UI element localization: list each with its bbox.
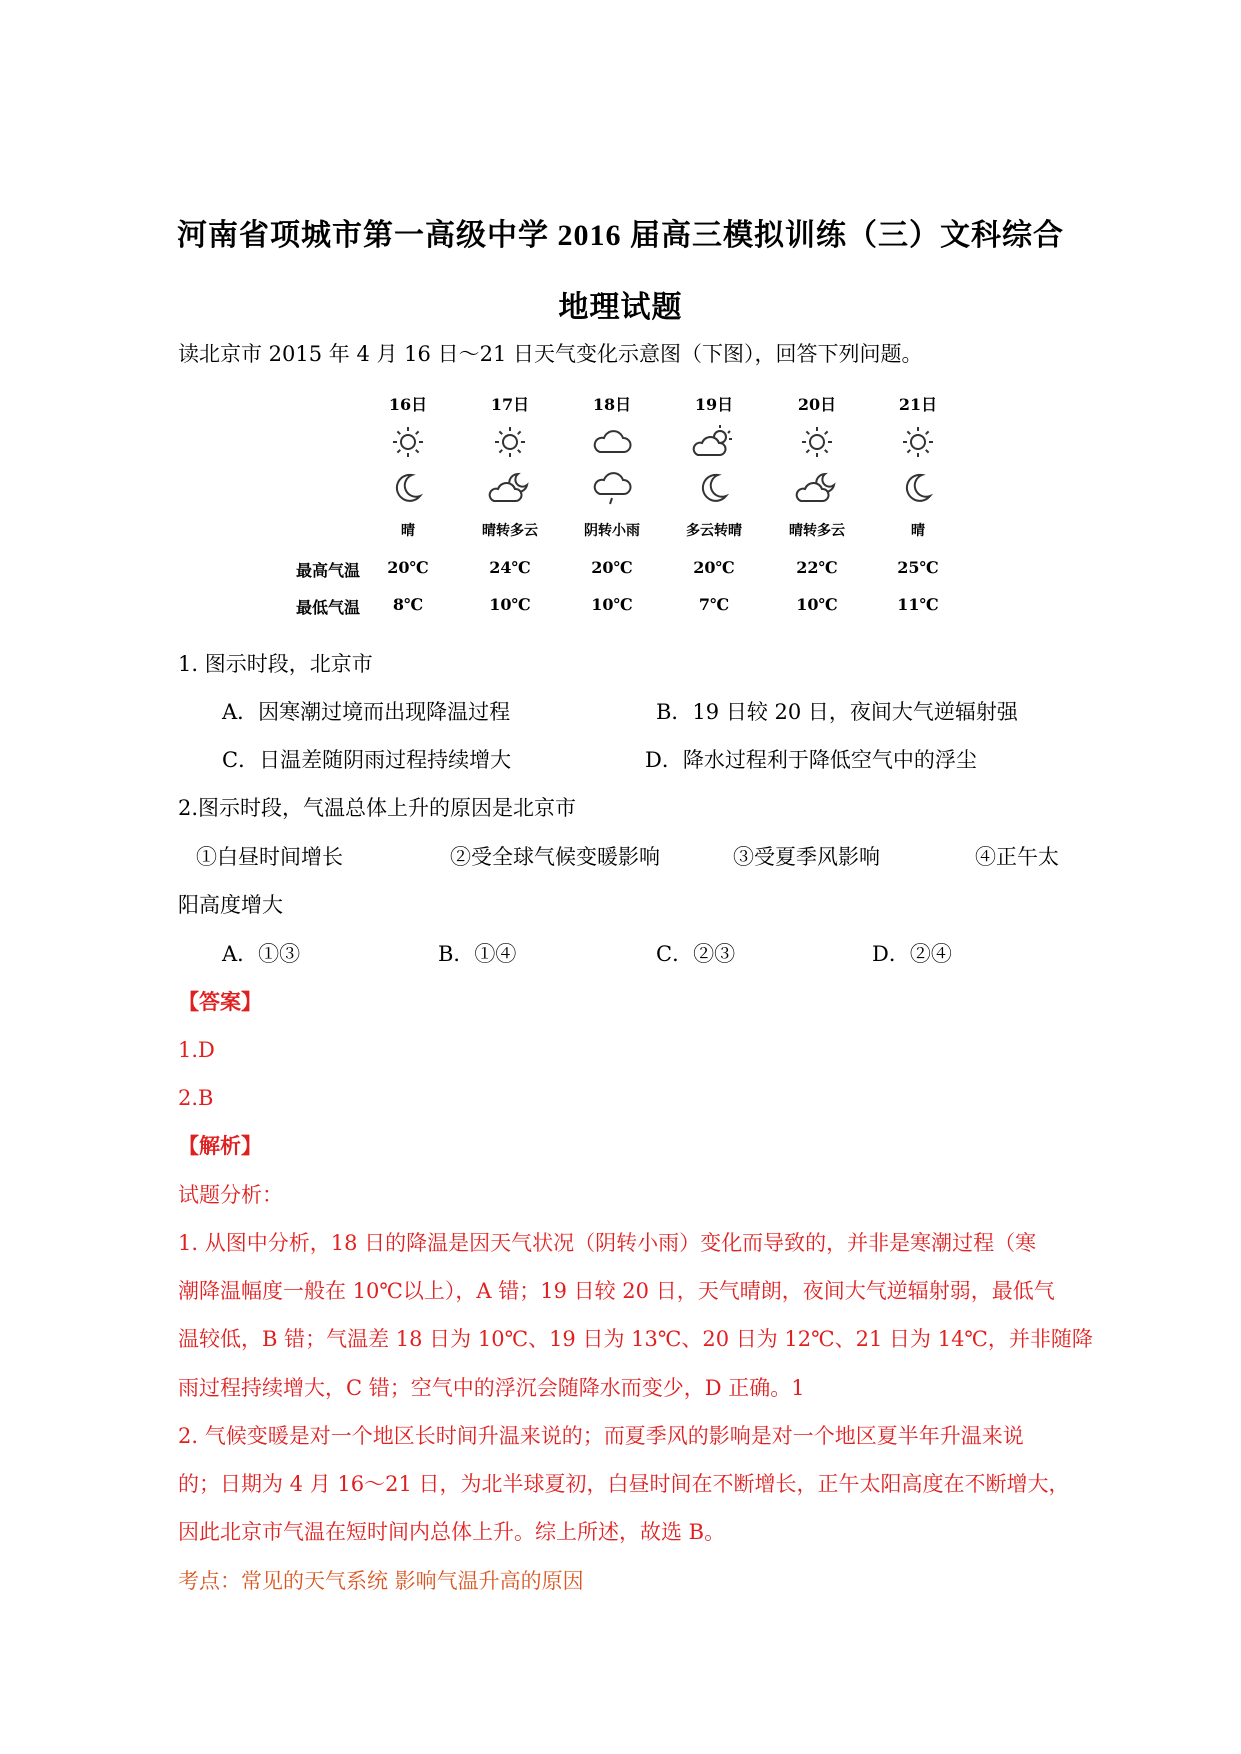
high-temp: 25℃ — [897, 558, 939, 577]
low-temp: 11℃ — [897, 595, 939, 614]
cloud-sun-icon — [692, 422, 736, 462]
low-temp: 7℃ — [698, 595, 730, 614]
cloud-moon-icon — [795, 468, 839, 508]
weather-date: 16日 — [388, 395, 428, 414]
q2-statement-4: ④正午太 — [975, 845, 1059, 869]
q2-option-b: B．①④ — [438, 942, 517, 966]
moon-icon — [896, 468, 940, 508]
sun-icon — [488, 422, 532, 462]
analysis-line-5: 2. 气候变暖是对一个地区长时间升温来说的；而夏季风的影响是对一个地区夏半年升温来说 — [178, 1424, 1024, 1448]
low-temp: 8℃ — [392, 595, 424, 614]
low-temp-label: 最低气温 — [296, 598, 361, 617]
q1-option-c: C．日温差随阴雨过程持续增大 — [222, 748, 512, 772]
cloud-moon-icon — [488, 468, 532, 508]
q1-option-d: D．降水过程利于降低空气中的浮尘 — [645, 748, 977, 772]
weather-figure — [290, 392, 970, 632]
analysis-line-4: 雨过程持续增大，C 错；空气中的浮沉会随降水而变少，D 正确。1 — [178, 1376, 805, 1400]
q1-option-b: B．19 日较 20 日，夜间大气逆辐射强 — [656, 700, 1018, 724]
moon-icon — [386, 468, 430, 508]
weather-date: 17日 — [490, 395, 530, 414]
q1-option-a: A．因寒潮过境而出现降温过程 — [222, 700, 511, 724]
analysis-line-6: 的；日期为 4 月 16～21 日，为北半球夏初，白昼时间在不断增长，正午太阳高度在不断增大， — [178, 1472, 1070, 1496]
analysis-line-3: 温较低，B 错；气温差 18 日为 10℃、19 日为 13℃、20 日为 12℃、21 日为 14℃，并非随降 — [178, 1327, 1093, 1351]
answer-2: 2.B — [178, 1086, 214, 1110]
analysis-label: 试题分析： — [178, 1183, 283, 1207]
analysis-line-2: 潮降温幅度一般在 10℃以上），A 错；19 日较 20 日，天气晴朗，夜间大气逆辐射弱，最低气 — [178, 1279, 1055, 1303]
low-temp: 10℃ — [591, 595, 633, 614]
sun-icon — [795, 422, 839, 462]
weather-desc: 晴 — [401, 523, 415, 539]
high-temp: 20℃ — [693, 558, 735, 577]
low-temp: 10℃ — [796, 595, 838, 614]
q2-option-c: C．②③ — [656, 942, 736, 966]
rain-icon — [590, 468, 634, 508]
cloud-icon — [590, 422, 634, 462]
high-temp: 24℃ — [489, 558, 531, 577]
weather-date: 19日 — [694, 395, 734, 414]
weather-date: 18日 — [592, 395, 632, 414]
weather-desc: 阴转小雨 — [584, 523, 640, 539]
q1-stem: 1. 图示时段，北京市 — [178, 652, 373, 676]
q2-option-d: D．②④ — [872, 942, 952, 966]
kaodian: 考点：常见的天气系统 影响气温升高的原因 — [178, 1569, 584, 1593]
answer-heading: 【答案】 — [178, 989, 262, 1014]
q2-statement-2: ②受全球气候变暖影响 — [450, 845, 660, 869]
intro-text: 读北京市 2015 年 4 月 16 日～21 日天气变化示意图（下图），回答下列问题。 — [178, 342, 923, 366]
weather-date: 21日 — [898, 395, 938, 414]
q2-statement-4-cont: 阳高度增大 — [178, 893, 283, 917]
sun-icon — [896, 422, 940, 462]
analysis-line-1: 1. 从图中分析，18 日的降温是因天气状况（阴转小雨）变化而导致的，并非是寒潮过程（寒 — [178, 1231, 1037, 1255]
weather-desc: 多云转晴 — [686, 523, 742, 539]
answer-1: 1.D — [178, 1038, 215, 1062]
q2-statement-1: ①白昼时间增长 — [196, 845, 343, 869]
moon-icon — [692, 468, 736, 508]
q2-option-a: A．①③ — [222, 942, 301, 966]
high-temp: 20℃ — [387, 558, 429, 577]
weather-date: 20日 — [797, 395, 837, 414]
high-temp-label: 最高气温 — [296, 561, 361, 580]
analysis-line-7: 因此北京市气温在短时间内总体上升。综上所述，故选 B。 — [178, 1520, 726, 1544]
q2-stem: 2.图示时段，气温总体上升的原因是北京市 — [178, 796, 577, 820]
q2-statement-3: ③受夏季风影响 — [733, 845, 880, 869]
high-temp: 22℃ — [796, 558, 838, 577]
title-line-1: 河南省项城市第一高级中学 2016 届高三模拟训练（三）文科综合 — [177, 219, 1064, 252]
sun-icon — [386, 422, 430, 462]
weather-desc: 晴 — [911, 523, 925, 539]
low-temp: 10℃ — [489, 595, 531, 614]
weather-desc: 晴转多云 — [789, 523, 845, 539]
weather-desc: 晴转多云 — [482, 523, 538, 539]
title-line-2: 地理试题 — [558, 291, 683, 324]
analysis-heading: 【解析】 — [178, 1133, 262, 1158]
high-temp: 20℃ — [591, 558, 633, 577]
